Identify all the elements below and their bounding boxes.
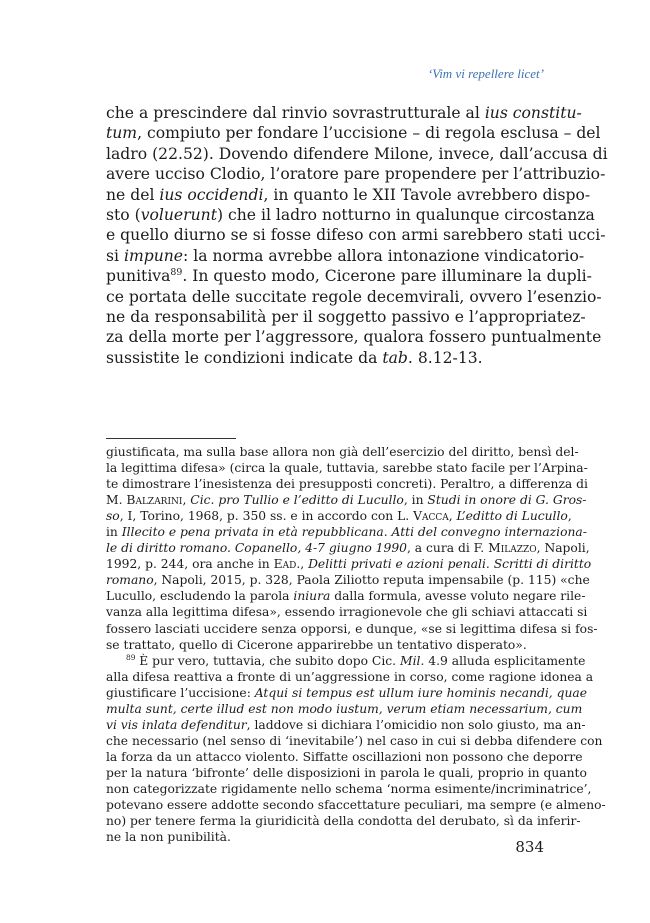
text-line bbox=[106, 460, 588, 476]
text-line bbox=[106, 797, 606, 813]
text-run: avere ucciso Clodio, l’oratore pare propendere per l’attribuzio- bbox=[106, 165, 606, 184]
text-run: , laddove si dichiara l’omicidio non solo giusto, ma an- bbox=[246, 717, 586, 732]
text-run: , bbox=[182, 493, 191, 508]
text-line bbox=[106, 572, 590, 588]
text-run: sussistite le condizioni indicate da bbox=[106, 348, 383, 367]
text-run: te dimostrare l’inesistenza dei presupposti concreti). Peraltro, a differenza di bbox=[106, 477, 588, 492]
text-run: Delitti privati e azioni penali. Scritti di diritto bbox=[308, 557, 592, 572]
text-run: , a cura di F. bbox=[406, 541, 489, 556]
text-line bbox=[106, 348, 544, 368]
text-run: ladro (22.52). Dovendo difendere Milone, invece, dall’accusa di bbox=[106, 144, 608, 163]
text-run: la forza da un attacco violento. Siffatte oscillazioni non possono che deporre bbox=[106, 749, 583, 764]
text-run: sto ( bbox=[106, 206, 141, 225]
text-run: vi vis inlata defenditur bbox=[106, 717, 247, 732]
text-run: Vacca bbox=[413, 509, 449, 524]
text-line bbox=[106, 813, 581, 829]
text-run: ius constitu- bbox=[484, 104, 582, 122]
text-run: multa sunt, certe illud est non modo iustum, verum etiam necessarium, cum bbox=[106, 701, 583, 716]
text-run: giustificare l’uccisione: bbox=[106, 685, 255, 700]
text-run: , compiuto per fondare l’uccisione – di regola esclusa – del bbox=[137, 124, 601, 143]
text-line bbox=[106, 508, 572, 524]
text-line bbox=[106, 492, 587, 508]
text-line bbox=[106, 829, 544, 845]
text-run: : la norma avrebbe allora intonazione vindicatorio- bbox=[183, 246, 585, 265]
text-run: , in bbox=[403, 493, 428, 508]
text-run: se trattato, quello di Cicerone apparirebbe un tentativo disperato». bbox=[106, 637, 527, 652]
text-run: tab. bbox=[382, 348, 413, 367]
text-run: ne da responsabilità per il soggetto passivo e l’appropriatez- bbox=[106, 308, 586, 327]
text-line bbox=[106, 621, 598, 637]
text-run: ius occidendi bbox=[159, 185, 264, 204]
text-run: , Napoli, bbox=[536, 541, 590, 556]
footnotes bbox=[106, 444, 606, 845]
text-run: 89 bbox=[126, 652, 136, 662]
text-run: si bbox=[106, 246, 124, 265]
text-run: 89 bbox=[170, 267, 183, 279]
text-run: , in quanto le XII Tavole avrebbero dispo- bbox=[263, 185, 591, 204]
text-run: . In questo modo, Cicerone pare illuminare la dupli- bbox=[182, 267, 592, 286]
text-line bbox=[106, 733, 603, 749]
text-run: Ead. bbox=[273, 557, 301, 572]
text-run: so bbox=[106, 509, 120, 524]
text-run: no) per tenere ferma la giuridicità della condotta del derubato, sì da inferir- bbox=[106, 814, 581, 829]
text-line bbox=[106, 765, 587, 781]
text-line bbox=[106, 287, 602, 307]
text-line bbox=[106, 749, 583, 765]
text-run: ne la non punibilità. bbox=[106, 830, 231, 845]
text-run: ce portata delle succitate regole decemvirali, ovvero l’esenzio- bbox=[106, 287, 602, 306]
text-run: , Napoli, 2015, p. 328, Paola Ziliotto reputa impensabile (p. 115) «che bbox=[153, 573, 590, 588]
text-run: L’editto di Lucullo bbox=[456, 509, 568, 524]
text-line bbox=[106, 164, 606, 184]
text-run: iniura bbox=[293, 589, 331, 604]
text-run: le di diritto romano. Copanello, 4-7 giugno 1990 bbox=[106, 541, 407, 556]
text-run: alla difesa reattiva a fronte di un’aggressione in corso, come ragione idonea a bbox=[106, 669, 594, 684]
text-run: 1992, p. 244, ora anche in bbox=[106, 557, 274, 572]
text-line bbox=[106, 144, 608, 164]
text-line bbox=[106, 701, 583, 717]
text-line bbox=[106, 524, 587, 540]
text-run: impune bbox=[123, 246, 184, 265]
text-line bbox=[106, 604, 588, 620]
text-run: 4.9 alluda esplicitamente bbox=[424, 653, 586, 668]
text-line bbox=[106, 327, 602, 347]
text-line bbox=[106, 556, 592, 572]
text-line bbox=[106, 266, 592, 286]
text-run: che a prescindere dal rinvio sovrastrutturale al bbox=[106, 104, 485, 122]
running-head: ‘Vim vi repellere licet’ bbox=[427, 66, 544, 81]
text-run: non categorizzate rigidamente nello schema ‘norma esimente/incriminatrice’, bbox=[106, 781, 592, 796]
text-run: Lucullo, escludendo la parola bbox=[106, 589, 294, 604]
text-line bbox=[106, 246, 585, 266]
text-line bbox=[106, 225, 606, 245]
text-run: , I, Torino, 1968, p. 350 ss. e in accordo con L. bbox=[119, 509, 414, 524]
main-text bbox=[106, 103, 608, 368]
text-run: , bbox=[300, 557, 309, 572]
text-line bbox=[106, 476, 588, 492]
text-run: punitiva bbox=[106, 267, 171, 286]
text-line bbox=[106, 781, 592, 797]
text-line bbox=[106, 685, 588, 701]
text-line bbox=[106, 588, 586, 604]
text-run: la legittima difesa» (circa la quale, tuttavia, sarebbe stato facile per l’Arpina- bbox=[106, 461, 588, 476]
footnote-divider bbox=[106, 438, 236, 439]
text-run: potevano essere addotte secondo sfaccettature peculiari, ma sempre (e almeno- bbox=[106, 798, 606, 813]
text-line bbox=[106, 307, 586, 327]
text-run: dalla formula, avesse voluto negare rile- bbox=[330, 589, 586, 604]
text-run: che necessario (nel senso di ‘inevitabile’) nel caso in cui si debba difendere con bbox=[106, 733, 603, 748]
text-run: romano bbox=[106, 573, 154, 588]
text-run: per la natura ‘bifronte’ delle disposizioni in parola le quali, proprio in quanto bbox=[106, 765, 587, 780]
text-run: fossero lasciati uccidere senza opporsi, e dunque, «se si legittima difesa si fos- bbox=[106, 621, 598, 636]
text-line bbox=[106, 185, 591, 205]
text-run: voluerunt bbox=[140, 206, 217, 225]
text-run: za della morte per l’aggressore, qualora fossero puntualmente bbox=[106, 328, 602, 347]
text-line bbox=[106, 717, 586, 733]
text-run: e quello diurno se si fosse difeso con armi sarebbero stati ucci- bbox=[106, 226, 606, 245]
text-line bbox=[106, 669, 594, 685]
text-run: in bbox=[106, 525, 122, 540]
text-run: vanza alla legittima difesa», essendo irragionevole che gli schiavi attaccati si bbox=[106, 605, 588, 620]
text-run: Cic. pro Tullio e l’editto di Lucullo bbox=[190, 493, 404, 508]
text-run: ne del bbox=[106, 185, 160, 204]
text-run: Atqui si tempus est ullum iure hominis necandi, quae bbox=[254, 685, 588, 700]
text-run: Illecito e pena privata in età repubblicana. Atti del convegno internaziona- bbox=[121, 525, 587, 540]
text-run: , bbox=[448, 509, 457, 524]
text-line bbox=[106, 123, 601, 143]
text-run: giustificata, ma sulla base allora non già dell’esercizio del diritto, bensì del- bbox=[106, 445, 579, 459]
text-run: È pur vero, tuttavia, che subito dopo Cic. bbox=[135, 653, 400, 668]
text-run: Balzarini bbox=[126, 493, 183, 508]
text-run: Mil. bbox=[399, 653, 425, 668]
text-run: Studi in onore di G. Gros- bbox=[427, 493, 587, 508]
text-run: , bbox=[567, 509, 572, 524]
text-run: Milazzo bbox=[488, 541, 537, 556]
text-line bbox=[106, 444, 579, 460]
page-number: 834 bbox=[515, 838, 544, 856]
text-run: tum bbox=[106, 124, 138, 143]
text-line bbox=[106, 205, 595, 225]
text-line bbox=[106, 652, 586, 669]
text-line bbox=[106, 540, 590, 556]
text-run: 8.12-13. bbox=[412, 348, 483, 367]
text-run: M. bbox=[106, 493, 127, 508]
text-line bbox=[106, 637, 544, 653]
text-line bbox=[106, 103, 582, 123]
text-run: ) che il ladro notturno in qualunque circostanza bbox=[216, 206, 595, 225]
